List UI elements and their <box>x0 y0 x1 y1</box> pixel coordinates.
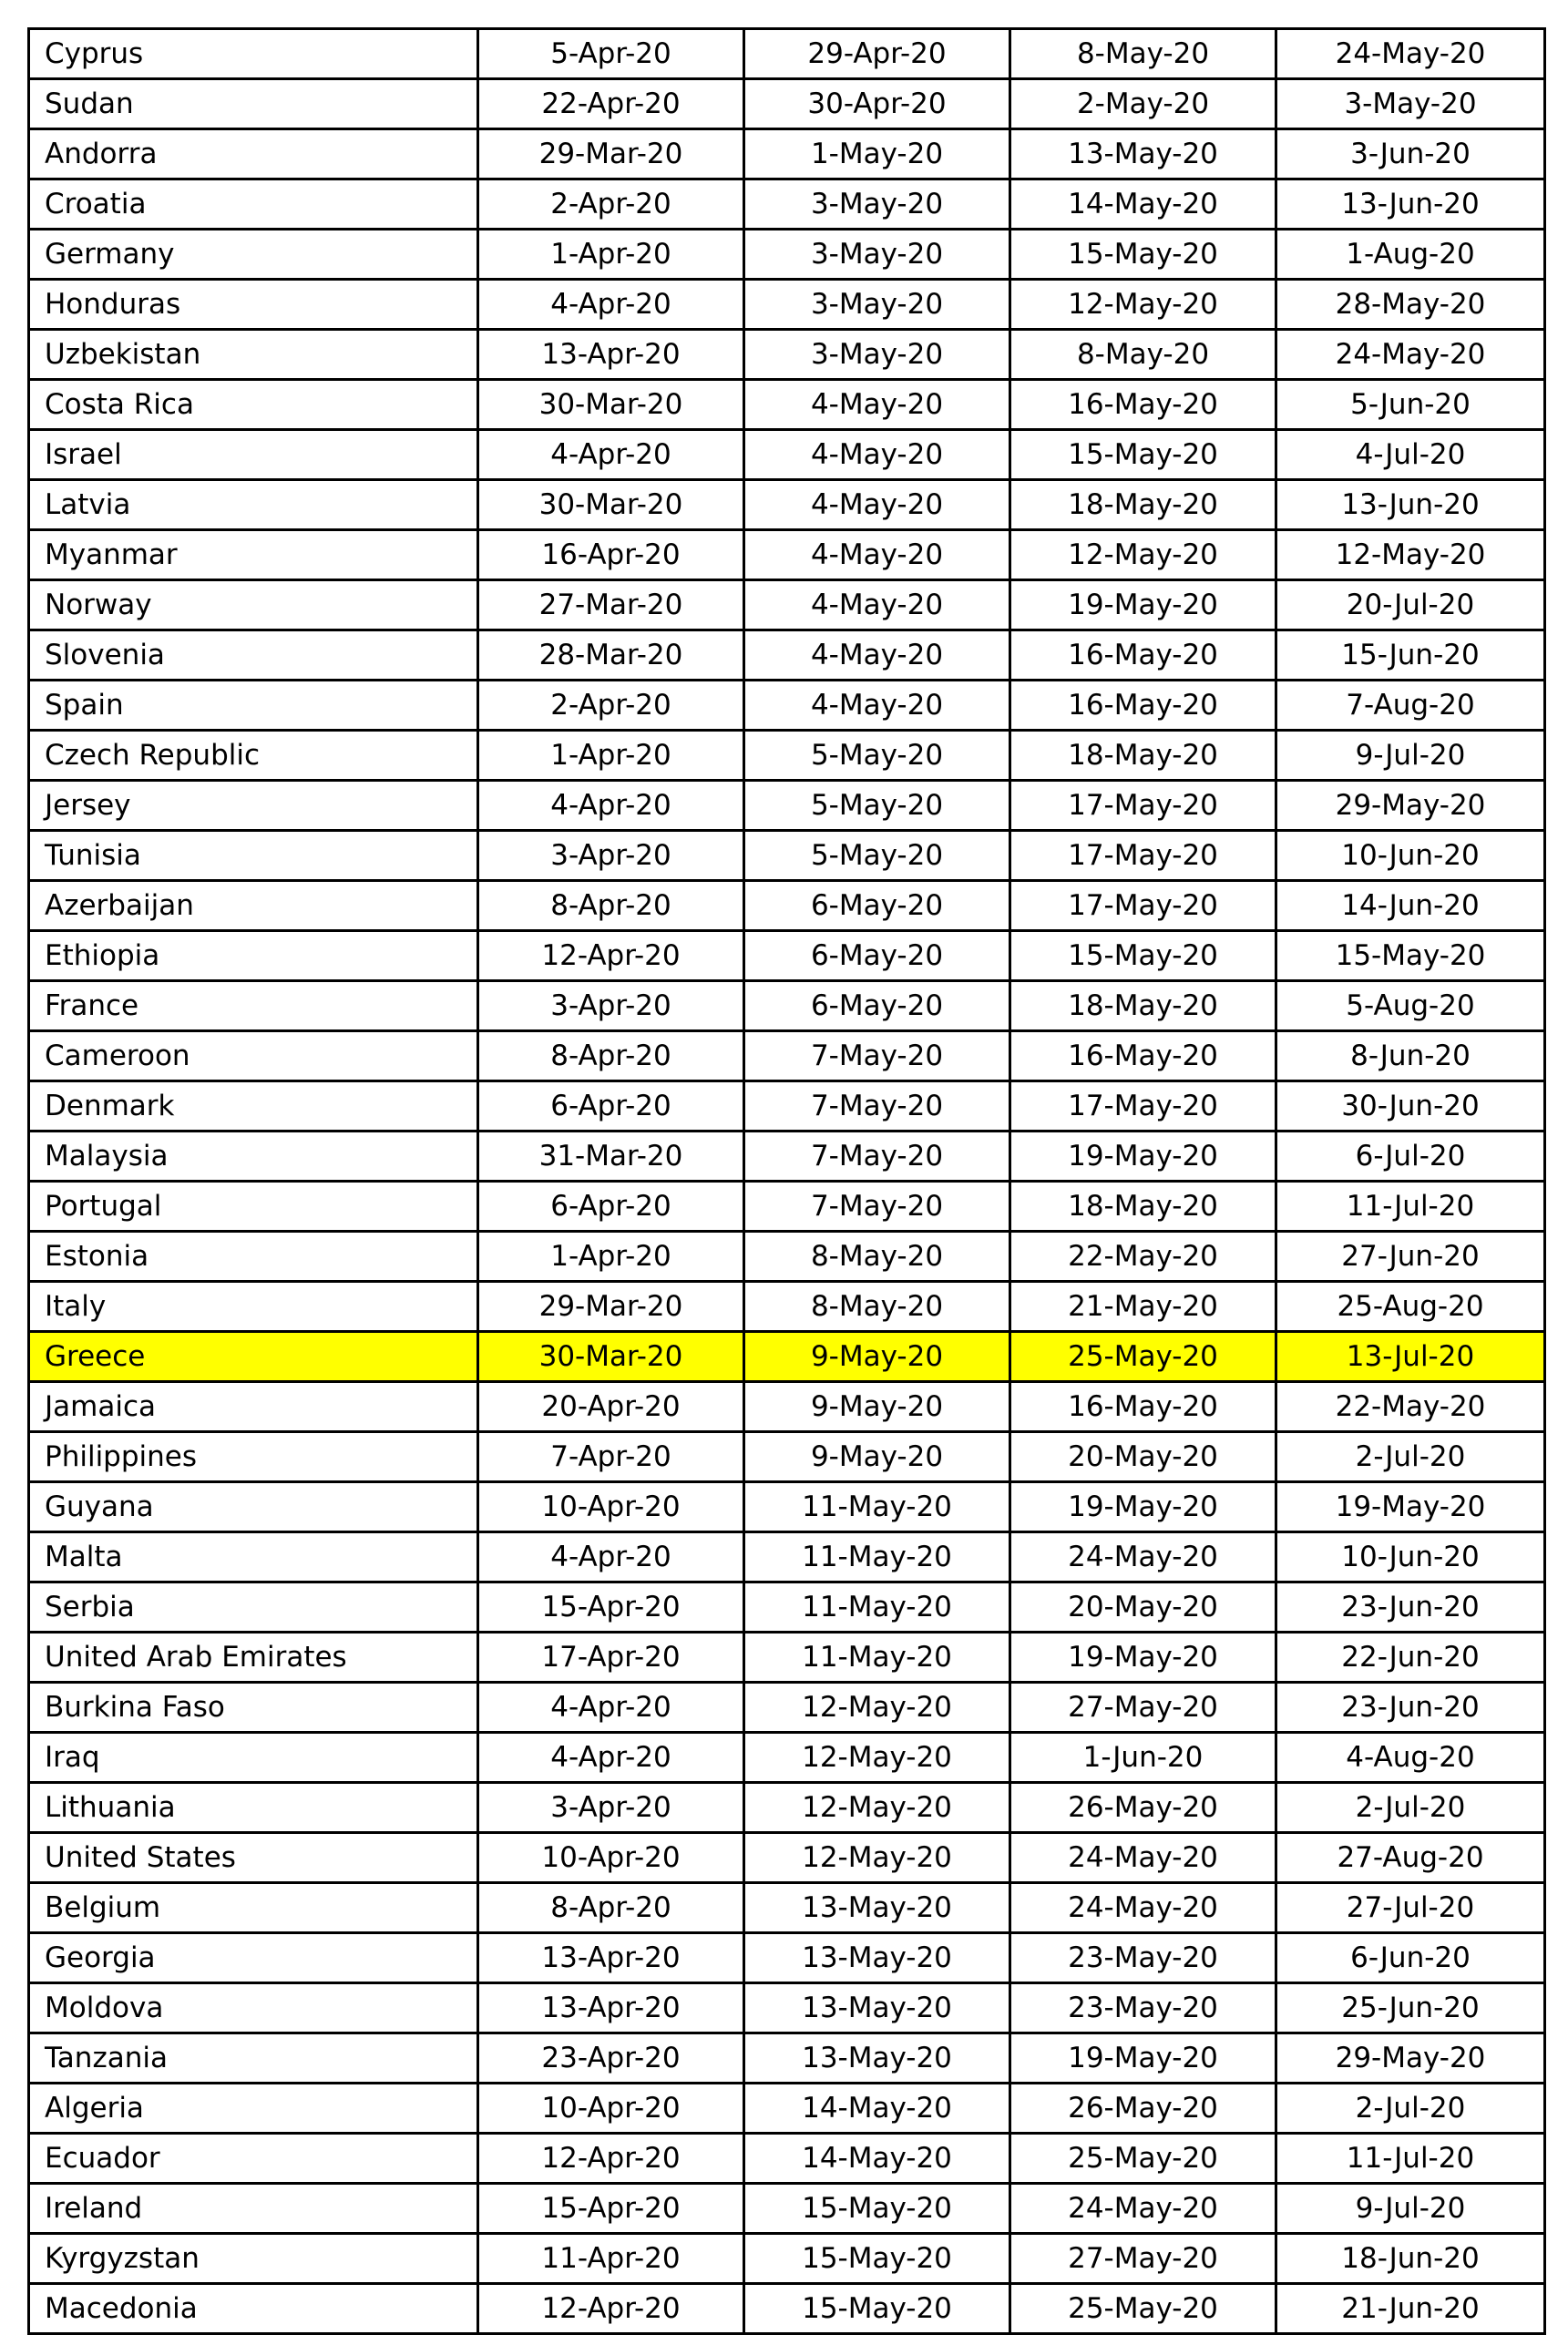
country-cell: Serbia <box>29 1582 478 1633</box>
date-cell-col2: 5-May-20 <box>744 831 1010 881</box>
date-cell-col2: 1-May-20 <box>744 129 1010 179</box>
date-cell-col2: 4-May-20 <box>744 380 1010 430</box>
country-cell: Malta <box>29 1532 478 1582</box>
table-row <box>29 1582 1545 1633</box>
date-cell-col1: 4-Apr-20 <box>478 430 744 480</box>
table-row <box>29 1132 1545 1182</box>
country-cell: Germany <box>29 230 478 280</box>
date-cell-col1: 16-Apr-20 <box>478 530 744 580</box>
date-cell-col1: 4-Apr-20 <box>478 1532 744 1582</box>
date-cell-col4: 27-Aug-20 <box>1276 1833 1545 1883</box>
date-cell-col3: 19-May-20 <box>1010 1633 1276 1683</box>
country-cell: Norway <box>29 580 478 630</box>
date-cell-col4: 20-Jul-20 <box>1276 580 1545 630</box>
date-cell-col1: 30-Mar-20 <box>478 480 744 530</box>
date-cell-col3: 12-May-20 <box>1010 530 1276 580</box>
table-row <box>29 831 1545 881</box>
date-cell-col2: 11-May-20 <box>744 1633 1010 1683</box>
table-row <box>29 1282 1545 1332</box>
date-cell-col2: 14-May-20 <box>744 2084 1010 2134</box>
date-cell-col1: 3-Apr-20 <box>478 981 744 1031</box>
date-cell-col3: 25-May-20 <box>1010 1332 1276 1382</box>
date-cell-col4: 1-Aug-20 <box>1276 230 1545 280</box>
table-row <box>29 781 1545 831</box>
date-cell-col4: 24-May-20 <box>1276 330 1545 380</box>
date-cell-col2: 6-May-20 <box>744 981 1010 1031</box>
country-cell: Greece <box>29 1332 478 1382</box>
date-cell-col1: 29-Mar-20 <box>478 129 744 179</box>
date-cell-col3: 24-May-20 <box>1010 2184 1276 2234</box>
date-cell-col1: 27-Mar-20 <box>478 580 744 630</box>
country-cell: Belgium <box>29 1883 478 1933</box>
date-cell-col4: 10-Jun-20 <box>1276 831 1545 881</box>
date-cell-col2: 11-May-20 <box>744 1532 1010 1582</box>
country-cell: Georgia <box>29 1933 478 1983</box>
date-cell-col2: 6-May-20 <box>744 931 1010 981</box>
date-cell-col2: 7-May-20 <box>744 1031 1010 1081</box>
date-cell-col3: 15-May-20 <box>1010 430 1276 480</box>
country-cell: Azerbaijan <box>29 881 478 931</box>
date-cell-col4: 13-Jun-20 <box>1276 480 1545 530</box>
date-cell-col2: 7-May-20 <box>744 1182 1010 1232</box>
date-cell-col1: 3-Apr-20 <box>478 1783 744 1833</box>
date-cell-col2: 3-May-20 <box>744 280 1010 330</box>
date-cell-col2: 7-May-20 <box>744 1081 1010 1132</box>
date-cell-col2: 4-May-20 <box>744 430 1010 480</box>
date-cell-col3: 18-May-20 <box>1010 1182 1276 1232</box>
country-cell: Croatia <box>29 179 478 230</box>
table-row <box>29 480 1545 530</box>
date-cell-col3: 23-May-20 <box>1010 1933 1276 1983</box>
date-cell-col2: 4-May-20 <box>744 530 1010 580</box>
date-cell-col3: 18-May-20 <box>1010 981 1276 1031</box>
date-cell-col4: 18-Jun-20 <box>1276 2234 1545 2284</box>
date-cell-col4: 5-Aug-20 <box>1276 981 1545 1031</box>
date-cell-col2: 14-May-20 <box>744 2134 1010 2184</box>
date-cell-col3: 19-May-20 <box>1010 580 1276 630</box>
date-cell-col3: 18-May-20 <box>1010 480 1276 530</box>
country-cell: France <box>29 981 478 1031</box>
country-cell: Ecuador <box>29 2134 478 2184</box>
table-row <box>29 330 1545 380</box>
table-row <box>29 1432 1545 1482</box>
date-cell-col1: 4-Apr-20 <box>478 280 744 330</box>
date-cell-col1: 4-Apr-20 <box>478 781 744 831</box>
date-cell-col3: 15-May-20 <box>1010 931 1276 981</box>
date-cell-col3: 22-May-20 <box>1010 1232 1276 1282</box>
date-cell-col1: 15-Apr-20 <box>478 2184 744 2234</box>
date-cell-col2: 6-May-20 <box>744 881 1010 931</box>
country-cell: Burkina Faso <box>29 1683 478 1733</box>
table-row <box>29 1883 1545 1933</box>
date-cell-col4: 5-Jun-20 <box>1276 380 1545 430</box>
country-cell: Cameroon <box>29 1031 478 1081</box>
table-row <box>29 731 1545 781</box>
date-cell-col1: 4-Apr-20 <box>478 1733 744 1783</box>
date-cell-col4: 21-Jun-20 <box>1276 2284 1545 2334</box>
date-cell-col3: 24-May-20 <box>1010 1532 1276 1582</box>
country-cell: Tanzania <box>29 2033 478 2084</box>
date-cell-col4: 29-May-20 <box>1276 2033 1545 2084</box>
country-cell: Jamaica <box>29 1382 478 1432</box>
table-row <box>29 1382 1545 1432</box>
date-cell-col3: 17-May-20 <box>1010 1081 1276 1132</box>
country-cell: Israel <box>29 430 478 480</box>
date-cell-col2: 7-May-20 <box>744 1132 1010 1182</box>
date-cell-col4: 9-Jul-20 <box>1276 731 1545 781</box>
table-row <box>29 1683 1545 1733</box>
date-cell-col3: 20-May-20 <box>1010 1582 1276 1633</box>
date-cell-col1: 1-Apr-20 <box>478 230 744 280</box>
date-cell-col4: 27-Jul-20 <box>1276 1883 1545 1933</box>
date-cell-col4: 8-Jun-20 <box>1276 1031 1545 1081</box>
country-cell: Slovenia <box>29 630 478 681</box>
table-row <box>29 280 1545 330</box>
date-cell-col2: 8-May-20 <box>744 1232 1010 1282</box>
date-cell-col1: 13-Apr-20 <box>478 330 744 380</box>
date-cell-col4: 2-Jul-20 <box>1276 1783 1545 1833</box>
table-row <box>29 1733 1545 1783</box>
date-cell-col1: 10-Apr-20 <box>478 1833 744 1883</box>
date-cell-col4: 13-Jul-20 <box>1276 1332 1545 1382</box>
date-cell-col1: 4-Apr-20 <box>478 1683 744 1733</box>
table-row <box>29 380 1545 430</box>
country-cell: Sudan <box>29 79 478 129</box>
date-cell-col1: 12-Apr-20 <box>478 2284 744 2334</box>
country-cell: Moldova <box>29 1983 478 2033</box>
date-cell-col3: 8-May-20 <box>1010 330 1276 380</box>
date-cell-col1: 1-Apr-20 <box>478 731 744 781</box>
date-cell-col1: 11-Apr-20 <box>478 2234 744 2284</box>
date-cell-col4: 10-Jun-20 <box>1276 1532 1545 1582</box>
date-cell-col3: 21-May-20 <box>1010 1282 1276 1332</box>
date-cell-col3: 1-Jun-20 <box>1010 1733 1276 1783</box>
date-cell-col3: 2-May-20 <box>1010 79 1276 129</box>
country-cell: Lithuania <box>29 1783 478 1833</box>
date-cell-col3: 16-May-20 <box>1010 630 1276 681</box>
date-cell-col4: 11-Jul-20 <box>1276 2134 1545 2184</box>
date-cell-col1: 23-Apr-20 <box>478 2033 744 2084</box>
date-cell-col2: 4-May-20 <box>744 580 1010 630</box>
date-cell-col1: 2-Apr-20 <box>478 681 744 731</box>
date-cell-col1: 10-Apr-20 <box>478 2084 744 2134</box>
country-cell: Macedonia <box>29 2284 478 2334</box>
country-cell: Portugal <box>29 1182 478 1232</box>
table-row <box>29 129 1545 179</box>
date-cell-col3: 17-May-20 <box>1010 831 1276 881</box>
date-cell-col1: 8-Apr-20 <box>478 881 744 931</box>
table-row <box>29 2134 1545 2184</box>
date-cell-col4: 30-Jun-20 <box>1276 1081 1545 1132</box>
date-cell-col3: 16-May-20 <box>1010 1031 1276 1081</box>
country-cell: Myanmar <box>29 530 478 580</box>
table-row <box>29 29 1545 79</box>
date-cell-col2: 4-May-20 <box>744 630 1010 681</box>
date-cell-col2: 4-May-20 <box>744 681 1010 731</box>
date-cell-col3: 18-May-20 <box>1010 731 1276 781</box>
table-row <box>29 2234 1545 2284</box>
date-cell-col3: 20-May-20 <box>1010 1432 1276 1482</box>
date-cell-col3: 17-May-20 <box>1010 781 1276 831</box>
country-cell: Kyrgyzstan <box>29 2234 478 2284</box>
date-cell-col4: 22-Jun-20 <box>1276 1633 1545 1683</box>
date-cell-col1: 10-Apr-20 <box>478 1482 744 1532</box>
date-cell-col2: 12-May-20 <box>744 1683 1010 1733</box>
date-cell-col2: 12-May-20 <box>744 1833 1010 1883</box>
date-cell-col4: 25-Jun-20 <box>1276 1983 1545 2033</box>
date-cell-col2: 11-May-20 <box>744 1482 1010 1532</box>
data-table-container <box>27 27 1543 2329</box>
table-row <box>29 1633 1545 1683</box>
table-row <box>29 1983 1545 2033</box>
date-cell-col1: 3-Apr-20 <box>478 831 744 881</box>
country-cell: Iraq <box>29 1733 478 1783</box>
date-cell-col1: 1-Apr-20 <box>478 1232 744 1282</box>
table-row <box>29 1482 1545 1532</box>
date-cell-col3: 16-May-20 <box>1010 1382 1276 1432</box>
country-cell: Algeria <box>29 2084 478 2134</box>
date-cell-col4: 15-Jun-20 <box>1276 630 1545 681</box>
country-cell: Costa Rica <box>29 380 478 430</box>
table-row <box>29 1232 1545 1282</box>
date-cell-col1: 13-Apr-20 <box>478 1983 744 2033</box>
table-row <box>29 630 1545 681</box>
date-cell-col3: 15-May-20 <box>1010 230 1276 280</box>
date-cell-col3: 12-May-20 <box>1010 280 1276 330</box>
date-cell-col1: 7-Apr-20 <box>478 1432 744 1482</box>
country-cell: Andorra <box>29 129 478 179</box>
date-cell-col3: 19-May-20 <box>1010 2033 1276 2084</box>
date-cell-col2: 12-May-20 <box>744 1733 1010 1783</box>
date-cell-col2: 5-May-20 <box>744 731 1010 781</box>
date-cell-col2: 13-May-20 <box>744 1883 1010 1933</box>
date-cell-col2: 12-May-20 <box>744 1783 1010 1833</box>
date-cell-col1: 5-Apr-20 <box>478 29 744 79</box>
table-row <box>29 881 1545 931</box>
table-row <box>29 2033 1545 2084</box>
country-cell: Honduras <box>29 280 478 330</box>
date-cell-col1: 31-Mar-20 <box>478 1132 744 1182</box>
country-cell: Italy <box>29 1282 478 1332</box>
date-cell-col2: 8-May-20 <box>744 1282 1010 1332</box>
country-cell: Malaysia <box>29 1132 478 1182</box>
country-cell: Tunisia <box>29 831 478 881</box>
date-cell-col4: 27-Jun-20 <box>1276 1232 1545 1282</box>
country-cell: Latvia <box>29 480 478 530</box>
date-cell-col3: 27-May-20 <box>1010 1683 1276 1733</box>
table-row <box>29 1081 1545 1132</box>
table-row <box>29 1031 1545 1081</box>
date-cell-col3: 23-May-20 <box>1010 1983 1276 2033</box>
date-cell-col2: 30-Apr-20 <box>744 79 1010 129</box>
date-cell-col4: 13-Jun-20 <box>1276 179 1545 230</box>
date-cell-col1: 8-Apr-20 <box>478 1883 744 1933</box>
date-cell-col2: 3-May-20 <box>744 330 1010 380</box>
date-cell-col3: 19-May-20 <box>1010 1132 1276 1182</box>
country-dates-table <box>27 27 1546 2335</box>
date-cell-col1: 22-Apr-20 <box>478 79 744 129</box>
date-cell-col4: 24-May-20 <box>1276 29 1545 79</box>
date-cell-col3: 27-May-20 <box>1010 2234 1276 2284</box>
country-cell: Spain <box>29 681 478 731</box>
table-row <box>29 2184 1545 2234</box>
date-cell-col4: 4-Aug-20 <box>1276 1733 1545 1783</box>
table-row <box>29 79 1545 129</box>
date-cell-col2: 4-May-20 <box>744 480 1010 530</box>
date-cell-col3: 14-May-20 <box>1010 179 1276 230</box>
date-cell-col1: 8-Apr-20 <box>478 1031 744 1081</box>
date-cell-col2: 13-May-20 <box>744 1983 1010 2033</box>
date-cell-col4: 23-Jun-20 <box>1276 1683 1545 1733</box>
table-row <box>29 230 1545 280</box>
table-row <box>29 981 1545 1031</box>
date-cell-col3: 8-May-20 <box>1010 29 1276 79</box>
date-cell-col2: 5-May-20 <box>744 781 1010 831</box>
date-cell-col1: 20-Apr-20 <box>478 1382 744 1432</box>
date-cell-col3: 25-May-20 <box>1010 2284 1276 2334</box>
date-cell-col4: 4-Jul-20 <box>1276 430 1545 480</box>
country-cell: Guyana <box>29 1482 478 1532</box>
date-cell-col3: 16-May-20 <box>1010 380 1276 430</box>
date-cell-col4: 3-May-20 <box>1276 79 1545 129</box>
date-cell-col4: 7-Aug-20 <box>1276 681 1545 731</box>
table-row <box>29 1182 1545 1232</box>
table-row <box>29 931 1545 981</box>
table-row-highlighted <box>29 1332 1545 1382</box>
country-cell: Uzbekistan <box>29 330 478 380</box>
date-cell-col4: 2-Jul-20 <box>1276 2084 1545 2134</box>
country-cell: Czech Republic <box>29 731 478 781</box>
date-cell-col4: 19-May-20 <box>1276 1482 1545 1532</box>
date-cell-col1: 17-Apr-20 <box>478 1633 744 1683</box>
table-row <box>29 1833 1545 1883</box>
date-cell-col2: 15-May-20 <box>744 2234 1010 2284</box>
date-cell-col2: 29-Apr-20 <box>744 29 1010 79</box>
date-cell-col3: 24-May-20 <box>1010 1833 1276 1883</box>
table-row <box>29 430 1545 480</box>
date-cell-col3: 13-May-20 <box>1010 129 1276 179</box>
date-cell-col2: 3-May-20 <box>744 179 1010 230</box>
date-cell-col2: 9-May-20 <box>744 1432 1010 1482</box>
date-cell-col2: 13-May-20 <box>744 1933 1010 1983</box>
country-cell: Cyprus <box>29 29 478 79</box>
country-cell: Estonia <box>29 1232 478 1282</box>
date-cell-col2: 9-May-20 <box>744 1382 1010 1432</box>
table-row <box>29 2284 1545 2334</box>
table-row <box>29 2084 1545 2134</box>
country-cell: United States <box>29 1833 478 1883</box>
date-cell-col3: 19-May-20 <box>1010 1482 1276 1532</box>
table-row <box>29 681 1545 731</box>
country-cell: Philippines <box>29 1432 478 1482</box>
date-cell-col2: 11-May-20 <box>744 1582 1010 1633</box>
table-row <box>29 1532 1545 1582</box>
date-cell-col1: 2-Apr-20 <box>478 179 744 230</box>
country-cell: Jersey <box>29 781 478 831</box>
date-cell-col2: 9-May-20 <box>744 1332 1010 1382</box>
date-cell-col2: 3-May-20 <box>744 230 1010 280</box>
date-cell-col3: 16-May-20 <box>1010 681 1276 731</box>
date-cell-col4: 6-Jun-20 <box>1276 1933 1545 1983</box>
table-row <box>29 580 1545 630</box>
date-cell-col1: 30-Mar-20 <box>478 1332 744 1382</box>
country-cell: Denmark <box>29 1081 478 1132</box>
date-cell-col1: 6-Apr-20 <box>478 1081 744 1132</box>
date-cell-col4: 2-Jul-20 <box>1276 1432 1545 1482</box>
date-cell-col4: 9-Jul-20 <box>1276 2184 1545 2234</box>
date-cell-col3: 24-May-20 <box>1010 1883 1276 1933</box>
date-cell-col4: 15-May-20 <box>1276 931 1545 981</box>
date-cell-col4: 6-Jul-20 <box>1276 1132 1545 1182</box>
country-cell: Ireland <box>29 2184 478 2234</box>
date-cell-col4: 11-Jul-20 <box>1276 1182 1545 1232</box>
date-cell-col1: 6-Apr-20 <box>478 1182 744 1232</box>
country-cell: United Arab Emirates <box>29 1633 478 1683</box>
date-cell-col2: 15-May-20 <box>744 2284 1010 2334</box>
date-cell-col3: 26-May-20 <box>1010 1783 1276 1833</box>
date-cell-col4: 14-Jun-20 <box>1276 881 1545 931</box>
table-body <box>29 29 1545 2334</box>
date-cell-col4: 12-May-20 <box>1276 530 1545 580</box>
date-cell-col3: 17-May-20 <box>1010 881 1276 931</box>
table-row <box>29 179 1545 230</box>
date-cell-col4: 29-May-20 <box>1276 781 1545 831</box>
date-cell-col1: 29-Mar-20 <box>478 1282 744 1332</box>
table-row <box>29 1933 1545 1983</box>
date-cell-col3: 26-May-20 <box>1010 2084 1276 2134</box>
date-cell-col2: 15-May-20 <box>744 2184 1010 2234</box>
date-cell-col4: 3-Jun-20 <box>1276 129 1545 179</box>
country-cell: Ethiopia <box>29 931 478 981</box>
date-cell-col4: 25-Aug-20 <box>1276 1282 1545 1332</box>
date-cell-col1: 15-Apr-20 <box>478 1582 744 1633</box>
date-cell-col1: 28-Mar-20 <box>478 630 744 681</box>
date-cell-col1: 12-Apr-20 <box>478 2134 744 2184</box>
date-cell-col4: 23-Jun-20 <box>1276 1582 1545 1633</box>
date-cell-col4: 22-May-20 <box>1276 1382 1545 1432</box>
table-row <box>29 1783 1545 1833</box>
date-cell-col1: 12-Apr-20 <box>478 931 744 981</box>
date-cell-col1: 13-Apr-20 <box>478 1933 744 1983</box>
date-cell-col1: 30-Mar-20 <box>478 380 744 430</box>
date-cell-col4: 28-May-20 <box>1276 280 1545 330</box>
table-row <box>29 530 1545 580</box>
date-cell-col2: 13-May-20 <box>744 2033 1010 2084</box>
date-cell-col3: 25-May-20 <box>1010 2134 1276 2184</box>
